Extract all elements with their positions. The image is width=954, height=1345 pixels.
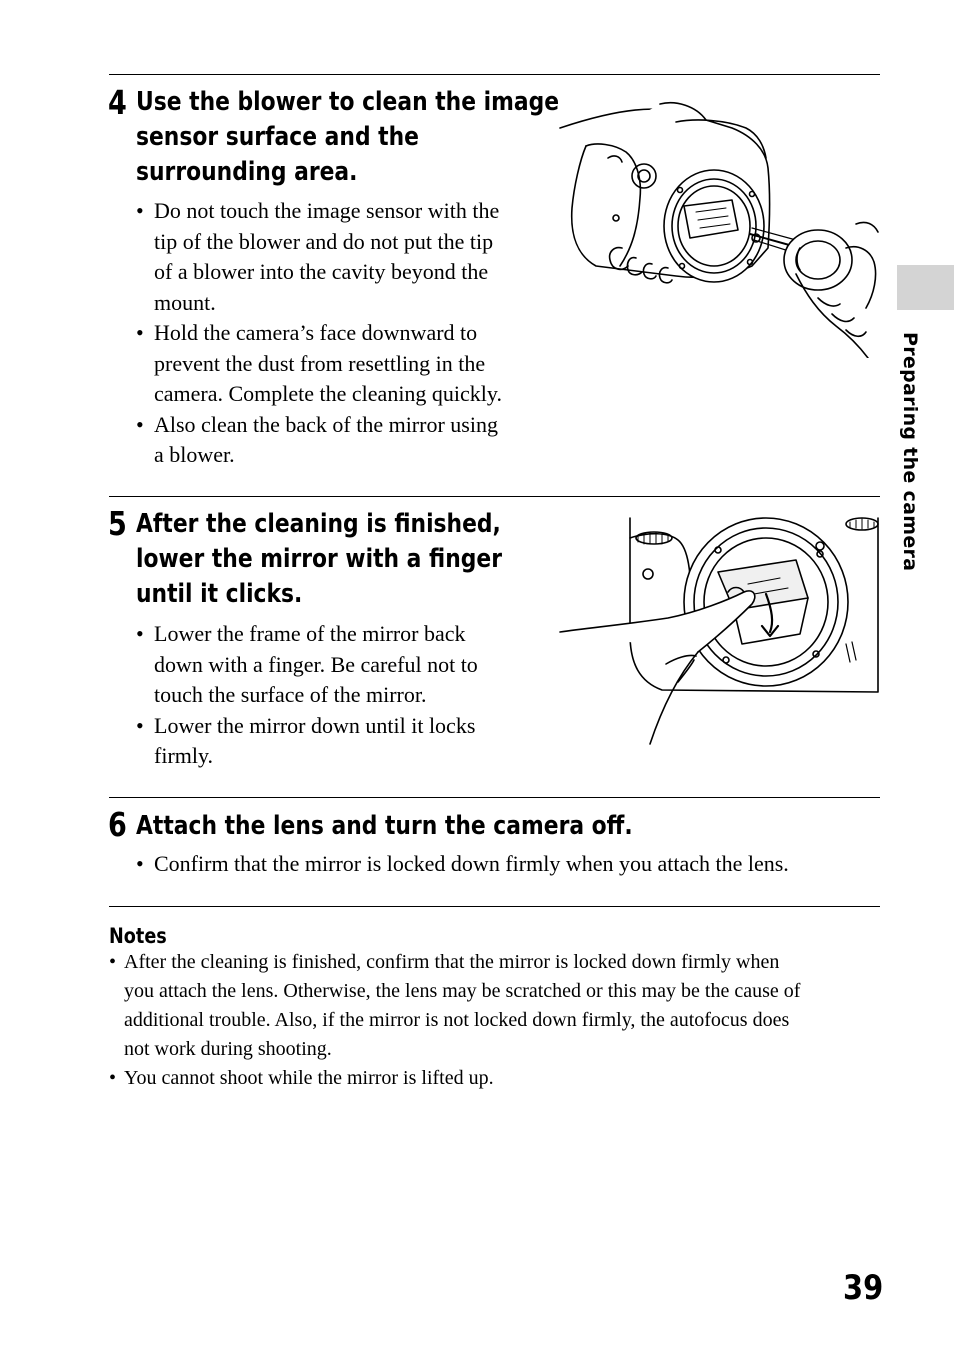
blower-cleaning-illustration xyxy=(556,98,882,358)
section-tab-marker xyxy=(897,265,954,310)
title-line: Use the blower to clean the image xyxy=(136,87,560,117)
bullet-line: • Confirm that the mirror is locked down firmly when you attach the lens. xyxy=(154,851,789,876)
page-number: 39 xyxy=(843,1268,884,1308)
title-line: Attach the lens and turn the camera off. xyxy=(136,811,633,841)
note-item xyxy=(109,1064,884,1093)
bullet-line: down with a finger. Be careful not to xyxy=(154,651,478,677)
step-6-bullets xyxy=(136,849,789,880)
note-item xyxy=(109,948,884,1064)
bullet-line: a blower. xyxy=(154,442,235,467)
note-line: additional trouble. Also, if the mirror is not locked down firmly, the autofocus does xyxy=(124,1009,790,1031)
divider-rule xyxy=(109,906,880,907)
step-4-bullets xyxy=(136,196,502,471)
note-line: not work during shooting. xyxy=(124,1038,332,1060)
bullet-line: firmly. xyxy=(154,743,214,768)
step-5-number: 5 xyxy=(108,504,127,543)
bullet-line: • Lower the mirror down until it locks xyxy=(154,712,476,738)
bullet-line: • Lower the frame of the mirror back xyxy=(154,621,466,646)
step-6-title xyxy=(136,809,633,844)
bullet-line: tip of the blower and do not put the tip xyxy=(154,228,494,254)
step-6-number: 6 xyxy=(108,805,127,844)
title-line: sensor surface and the xyxy=(136,122,419,152)
step-4-number: 4 xyxy=(108,83,127,122)
notes-list xyxy=(109,948,884,1093)
bullet-item xyxy=(136,849,789,880)
step-5-title xyxy=(136,507,502,612)
divider-rule xyxy=(109,74,880,75)
lower-mirror-illustration xyxy=(558,514,880,746)
bullet-line: mount. xyxy=(154,289,216,315)
bullet-line: • Hold the camera’s face downward to xyxy=(154,320,478,345)
note-line: you attach the lens. Otherwise, the lens may be scratched or this may be the cause of xyxy=(124,980,801,1002)
bullet-line: camera. Complete the cleaning quickly. xyxy=(154,381,502,406)
bullet-line: of a blower into the cavity beyond the xyxy=(154,259,489,284)
note-line: • After the cleaning is finished, confirm that the mirror is locked down firmly when xyxy=(124,951,780,973)
divider-rule xyxy=(109,496,880,497)
bullet-item xyxy=(136,711,478,772)
note-line: • You cannot shoot while the mirror is lifted up. xyxy=(124,1067,494,1089)
divider-rule xyxy=(109,797,880,798)
title-line: After the cleaning is finished, xyxy=(136,509,501,539)
notes-heading: Notes xyxy=(109,924,167,948)
bullet-item xyxy=(136,318,502,410)
bullet-line: touch the surface of the mirror. xyxy=(154,682,427,707)
bullet-item xyxy=(136,196,502,318)
section-label: Preparing the camera xyxy=(899,332,921,572)
title-line: until it clicks. xyxy=(136,579,303,609)
step-5-bullets xyxy=(136,619,478,772)
bullet-item xyxy=(136,619,478,711)
bullet-line: prevent the dust from resettling in the xyxy=(154,350,486,376)
bullet-item xyxy=(136,410,502,471)
title-line: surrounding area. xyxy=(136,157,358,187)
bullet-line: • Do not touch the image sensor with the xyxy=(154,198,500,223)
bullet-line: • Also clean the back of the mirror using xyxy=(154,411,498,437)
title-line: lower the mirror with a finger xyxy=(136,544,502,574)
step-4-title xyxy=(136,85,559,190)
